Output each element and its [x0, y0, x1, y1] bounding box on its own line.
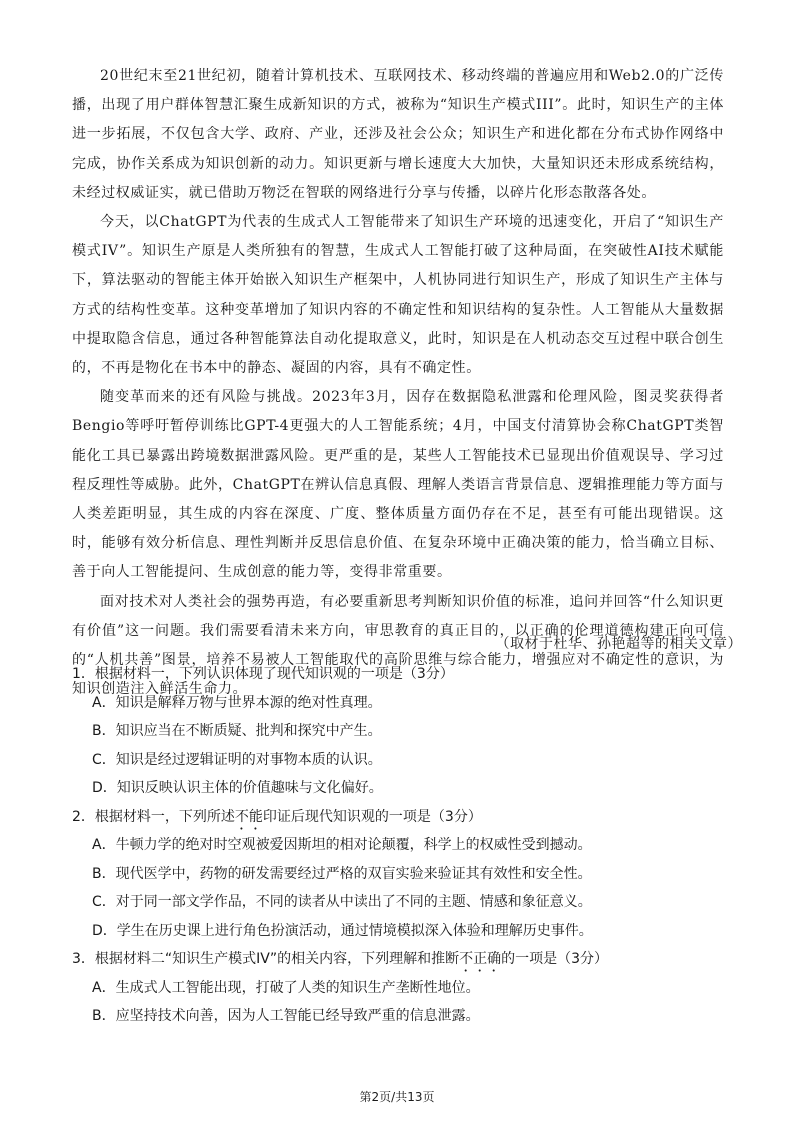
question-2-stem — [72, 803, 732, 832]
question-2-option-a: A．牛顿力学的绝对时空观被爱因斯坦的相对论颠覆，科学上的权威性受到撼动。 — [92, 837, 592, 853]
question-2-option-b: B．现代医学中，药物的研发需要经过严格的双盲实验来验证其有效性和安全性。 — [92, 865, 592, 882]
question-2-stem-emphasis: 不能 — [234, 808, 263, 825]
question-2-stem-pre: 2．根据材料一，下列所述 — [72, 808, 235, 825]
question-1-option-b: B．知识应当在不断质疑、批判和探究中产生。 — [92, 723, 382, 739]
passage-paragraph-4: 面对技术对人类社会的强势再造，有必要重新思考判断知识价值的标准，追问并回答“什么知识更有价值”这一问题。我们需要看清未来方向，审思教育的真正目的，以正确的伦理道德构建正向可信的“人机共善”图景，培养不易被人工智能取代的高阶思维与综合能力，增强应对不确定性的意识，为知识创造注入鲜活生命力。 — [72, 593, 724, 698]
question-2-stem-post: 印证后现代知识观的一项是（3分） — [262, 808, 482, 825]
question-3-option-a: A．生成式人工智能出现，打破了人类的知识生产垄断性地位。 — [92, 979, 480, 996]
passage-source: （取材于杜华、孙艳超等的相关文章） — [495, 636, 742, 652]
question-1-option-a: A．知识是解释万物与世界本源的绝对性真理。 — [92, 694, 382, 711]
question-2-option-c: C．对于同一部文学作品，不同的读者从中读出了不同的主题、情感和象征意义。 — [92, 894, 592, 910]
question-3-stem-emphasis: 不正确 — [459, 951, 502, 967]
question-1-option-d: D．知识反映认识主体的价值趣味与文化偏好。 — [92, 780, 383, 796]
passage-paragraph-1: 20世纪末至21世纪初，随着计算机技术、互联网技术、移动终端的普遍应用和Web2.0的广泛传播，出现了用户群体智慧汇聚生成新知识的方式，被称为“知识生产模式III”。此时，知识生产的主体进一步拓展，不仅包含大学、政府、产业，还涉及社会公众；知识生产和进化都在分布式协作网络中完成，协作关系成为知识创新的动力。知识更新与增长速度大大加快，大量知识还未形成系统结构，未经过权威证实，就已借助万物泛在智联的网络进行分享与传播，以碎片化形态散落各处。 — [72, 68, 724, 201]
page-number: 第2页/共13页 — [359, 1090, 435, 1104]
question-3-option-b: B．应坚持技术向善，因为人工智能已经导致严重的信息泄露。 — [92, 1008, 480, 1024]
question-3-stem-post: 的一项是（3分） — [501, 951, 609, 967]
question-1-option-c: C．知识是经过逻辑证明的对事物本质的认识。 — [92, 751, 382, 768]
question-2-option-d: D．学生在历史课上进行角色扮演活动，通过情境模拟深入体验和理解历史事件。 — [92, 922, 593, 939]
question-list — [72, 660, 732, 1031]
question-3-stem — [72, 945, 732, 974]
reading-passage — [72, 62, 724, 704]
passage-paragraph-2: 今天，以ChatGPT为代表的生成式人工智能带来了知识生产环境的迅速变化，开启了“知识生产模式IV”。知识生产原是人类所独有的智慧，生成式人工智能打破了这种局面，在突破性AI技术赋能下，算法驱动的智能主体开始嵌入知识生产框架中，人机协同进行知识生产，形成了知识生产主体与方式的结构性变革。这种变革增加了知识内容的不确定性和知识结构的复杂性。人工智能从大量数据中提取隐含信息，通过各种智能算法自动化提取意义，此时，知识是在人机动态交互过程中联合创生的，不再是物化在书本中的静态、凝固的内容，具有不确定性。 — [72, 214, 724, 377]
question-1-stem: 1．根据材料一，下列认识体现了现代知识观的一项是（3分） — [72, 666, 454, 682]
passage-paragraph-3: 随变革而来的还有风险与挑战。2023年3月，因存在数据隐私泄露和伦理风险，图灵奖获得者Bengio等呼吁暂停训练比GPT-4更强大的人工智能系统；4月，中国支付清算协会称ChatGPT类智能化工具已暴露出跨境数据泄露风险。更严重的是，某些人工智能技术已显现出价值观误导、学习过程反理性等威胁。此外，ChatGPT在辨认信息真假、理解人类语言背景信息、逻辑推理能力等方面与人类差距明显，其生成的内容在深度、广度、整体质量方面仍存在不足，甚至有可能出现错误。这时，能够有效分析信息、理性判断并反思信息价值、在复杂环境中正确决策的能力，恰当确立目标、善于向人工智能提问、生成创意的能力等，变得非常重要。 — [72, 389, 724, 581]
question-3-stem-pre: 3．根据材料二“知识生产模式IV”的相关内容，下列理解和推断 — [72, 951, 460, 967]
